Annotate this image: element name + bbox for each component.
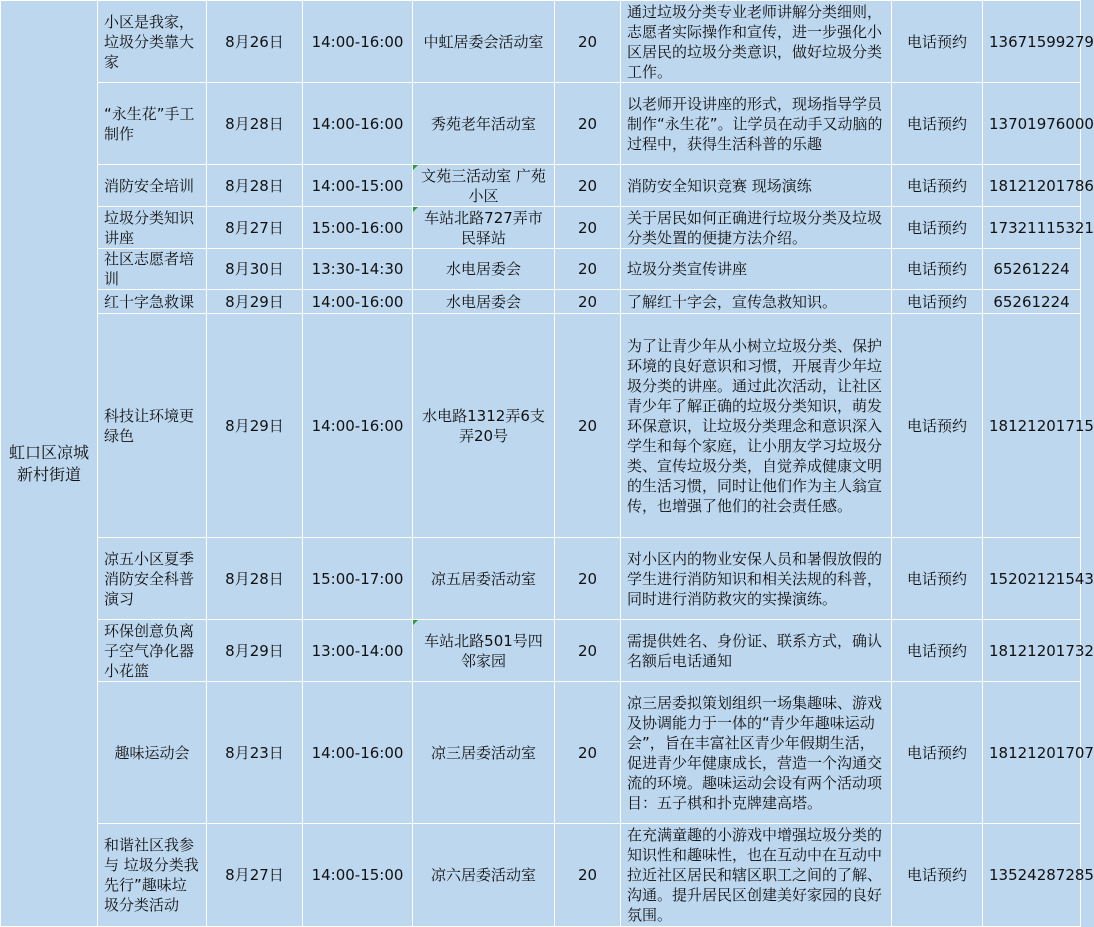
activity-description: 为了让青少年从小树立垃圾分类、保护环境的良好意识和习惯，开展青少年垃圾分类的讲座。通过此次活动，让社区青少年了解正确的垃圾分类知识，萌发环保意识，让垃圾分类理念和意识深入学生和每个家庭，让小朋友学习垃圾分类、宣传垃圾分类，自觉养成健康文明的生活习惯，同时让他们作为主人翁宣传，也增强了他们的社会责任感。	[621, 314, 892, 538]
activity-description: 在充满童趣的小游戏中增强垃圾分类的知识性和趣味性，也在互动中在互动中拉近社区居民和辖区职工之间的了解、沟通。提升居民区创建美好家园的良好氛围。	[621, 824, 892, 927]
activity-time: 15:00-16:00	[303, 207, 413, 249]
activity-date: 8月28日	[207, 83, 303, 165]
table-row	[1, 682, 1081, 824]
activity-date: 8月28日	[207, 538, 303, 620]
activity-place: 秀苑老年活动室	[413, 83, 555, 165]
activity-title: 趣味运动会	[98, 682, 207, 824]
booking-method: 电话预约	[892, 249, 983, 290]
activity-date: 8月27日	[207, 824, 303, 927]
activity-date: 8月23日	[207, 682, 303, 824]
activity-description: 需提供姓名、身份证、联系方式，确认名额后电话通知	[621, 620, 892, 682]
booking-method: 电话预约	[892, 314, 983, 538]
activity-date: 8月28日	[207, 165, 303, 207]
booking-method: 电话预约	[892, 290, 983, 314]
table-row	[1, 538, 1081, 620]
contact-phone: 18121201732	[983, 620, 1081, 682]
activity-time: 14:00-16:00	[303, 314, 413, 538]
activity-description: 对小区内的物业安保人员和暑假放假的学生进行消防知识和相关法规的科普，同时进行消防救灾的实操演练。	[621, 538, 892, 620]
booking-method: 电话预约	[892, 824, 983, 927]
table-row	[1, 314, 1081, 538]
activity-title: 社区志愿者培训	[98, 249, 207, 290]
contact-phone: 18121201786	[983, 165, 1081, 207]
activity-place: 凉三居委活动室	[413, 682, 555, 824]
booking-method: 电话预约	[892, 83, 983, 165]
activity-time: 14:00-15:00	[303, 165, 413, 207]
activity-place: 车站北路727弄市民驿站	[413, 207, 555, 249]
contact-phone: 13524287285	[983, 824, 1081, 927]
booking-method: 电话预约	[892, 682, 983, 824]
activity-place: 水电居委会	[413, 290, 555, 314]
activity-time: 14:00-16:00	[303, 290, 413, 314]
contact-phone: 13671599279	[983, 1, 1081, 83]
activity-date: 8月30日	[207, 249, 303, 290]
activity-title: 红十字急救课	[98, 290, 207, 314]
contact-phone: 18121201715	[983, 314, 1081, 538]
activity-time: 14:00-15:00	[303, 824, 413, 927]
contact-phone: 13701976000	[983, 83, 1081, 165]
activity-title: 环保创意负离子空气净化器小花篮	[98, 620, 207, 682]
activity-place: 车站北路501号四邻家园	[413, 620, 555, 682]
activity-time: 13:00-14:00	[303, 620, 413, 682]
activity-description: 以老师开设讲座的形式，现场指导学员制作“永生花”。让学员在动手又动脑的过程中，获得生活科普的乐趣	[621, 83, 892, 165]
activity-title: 消防安全培训	[98, 165, 207, 207]
contact-phone: 18121201707	[983, 682, 1081, 824]
table-row	[1, 83, 1081, 165]
contact-phone: 17321115321	[983, 207, 1081, 249]
contact-phone: 15202121543	[983, 538, 1081, 620]
activity-place: 凉五居委活动室	[413, 538, 555, 620]
table-row	[1, 620, 1081, 682]
activity-time: 15:00-17:00	[303, 538, 413, 620]
activity-place: 中虹居委会活动室	[413, 1, 555, 83]
activity-time: 14:00-16:00	[303, 83, 413, 165]
activity-description: 通过垃圾分类专业老师讲解分类细则，志愿者实际操作和宣传，进一步强化小区居民的垃圾分类意识，做好垃圾分类工作。	[621, 1, 892, 83]
district-cell: 虹口区凉城新村街道	[1, 1, 98, 927]
activity-time: 14:00-16:00	[303, 682, 413, 824]
activity-title: 科技让环境更绿色	[98, 314, 207, 538]
activity-title: “永生花”手工制作	[98, 83, 207, 165]
activity-time: 14:00-16:00	[303, 1, 413, 83]
activity-count: 20	[555, 165, 621, 207]
activity-place: 水电路1312弄6支弄20号	[413, 314, 555, 538]
booking-method: 电话预约	[892, 1, 983, 83]
activity-title: 凉五小区夏季消防安全科普演习	[98, 538, 207, 620]
activity-description: 垃圾分类宣传讲座	[621, 249, 892, 290]
activity-title: 和谐社区我参与 垃圾分类我先行”趣味垃圾分类活动	[98, 824, 207, 927]
activity-description: 了解红十字会，宣传急救知识。	[621, 290, 892, 314]
activity-count: 20	[555, 538, 621, 620]
contact-phone: 65261224	[983, 290, 1081, 314]
activity-count: 20	[555, 249, 621, 290]
activity-title: 垃圾分类知识讲座	[98, 207, 207, 249]
table-row	[1, 207, 1081, 249]
table-row	[1, 824, 1081, 927]
activity-title: 小区是我家，垃圾分类靠大家	[98, 1, 207, 83]
table-row	[1, 249, 1081, 290]
activity-count: 20	[555, 682, 621, 824]
table-row	[1, 290, 1081, 314]
activity-date: 8月29日	[207, 290, 303, 314]
activity-date: 8月29日	[207, 314, 303, 538]
activity-count: 20	[555, 824, 621, 927]
activity-place: 文苑三活动室 广苑小区	[413, 165, 555, 207]
activity-count: 20	[555, 620, 621, 682]
activity-time: 13:30-14:30	[303, 249, 413, 290]
activity-count: 20	[555, 290, 621, 314]
table-row	[1, 165, 1081, 207]
activity-count: 20	[555, 207, 621, 249]
activity-count: 20	[555, 1, 621, 83]
activity-place: 凉六居委活动室	[413, 824, 555, 927]
table-row	[1, 1, 1081, 83]
booking-method: 电话预约	[892, 538, 983, 620]
activity-date: 8月29日	[207, 620, 303, 682]
activity-count: 20	[555, 83, 621, 165]
activity-date: 8月26日	[207, 1, 303, 83]
booking-method: 电话预约	[892, 165, 983, 207]
activity-place: 水电居委会	[413, 249, 555, 290]
booking-method: 电话预约	[892, 620, 983, 682]
contact-phone: 65261224	[983, 249, 1081, 290]
activity-count: 20	[555, 314, 621, 538]
activity-description: 关于居民如何正确进行垃圾分类及垃圾分类处置的便捷方法介绍。	[621, 207, 892, 249]
activity-description: 消防安全知识竞赛 现场演练	[621, 165, 892, 207]
booking-method: 电话预约	[892, 207, 983, 249]
activity-description: 凉三居委拟策划组织一场集趣味、游戏及协调能力于一体的“青少年趣味运动会”，旨在丰富社区青少年假期生活，促进青少年健康成长，营造一个沟通交流的环境。趣味运动会设有两个活动项目：五子棋和扑克牌建高塔。	[621, 682, 892, 824]
activity-date: 8月27日	[207, 207, 303, 249]
